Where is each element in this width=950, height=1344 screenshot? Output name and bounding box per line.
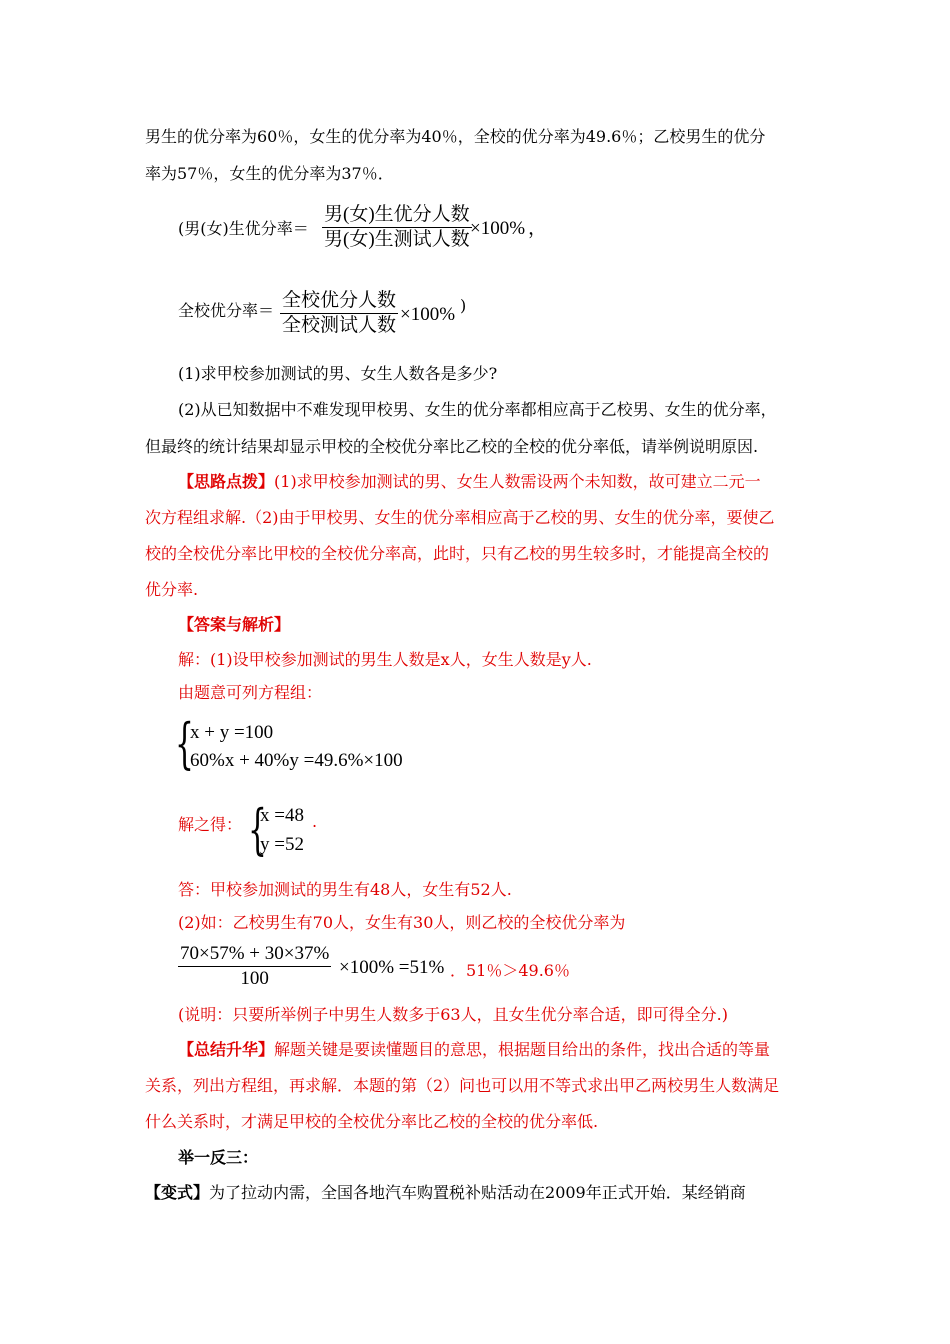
summary-line-2: 关系，列出方程组，再求解．本题的第（2）问也可以用不等式求出甲乙两校男生人数满足 [145,1076,780,1095]
formula-1-denominator: 男(女)生测试人数 [324,229,470,250]
formula-2-tail: ×100% [400,304,456,325]
result-period: . [312,812,318,831]
question-1: (1)求甲校参加测试的男、女生人数各是多少? [178,364,498,383]
formula-1-lead: (男(女)生优分率＝ [178,219,309,238]
answer-label: 【答案与解析】 [178,615,291,634]
question-2-line-2: 但最终的统计结果却显示甲校的全校优分率比乙校的全校的优分率低，请举例说明原因. [145,437,759,456]
example-denominator: 100 [240,968,269,989]
formula-1-fraction [322,203,472,252]
formula-2-fraction [280,289,398,338]
equation-brace: { [175,712,194,775]
variant-line [145,1182,746,1204]
intro-line-1: 男生的优分率为60％，女生的优分率为40％，全校的优分率为49.6％；乙校男生的优分 [145,127,766,146]
summary-label: 【总结升华】 [178,1040,275,1059]
formula-1-tail: ×100% [470,218,526,239]
hint-line-4: 优分率. [145,580,199,599]
equation-2: 60%x + 40%y =49.6%×100 [190,750,403,771]
variant-label: 【变式】 [145,1183,210,1202]
hint-line-2: 次方程组求解.（2)由于甲校男、女生的优分率相应高于乙校的男、女生的优分率，要使乙 [145,508,775,527]
result-brace: { [248,798,267,861]
example-numerator: 70×57% + 30×37% [178,942,331,967]
result-x: x =48 [260,805,304,826]
hint-line-1 [178,471,761,493]
practice-heading: 举一反三： [178,1148,259,1167]
answer-line-1: 答：甲校参加测试的男生有48人，女生有52人. [178,880,512,899]
note-line: (说明：只要所举例子中男生人数多于63人，且女生优分率合适，即可得全分.) [178,1005,728,1024]
formula-2-lead: 全校优分率＝ [178,301,275,320]
example-fraction [178,942,331,991]
hint-label: 【思路点拨】 [178,472,275,491]
hint-text-1: (1)求甲校参加测试的男、女生人数需设两个未知数，故可建立二元一 [274,472,761,491]
intro-line-2: 率为57％，女生的优分率为37％． [145,164,394,183]
answer-line-2: (2)如：乙校男生有70人，女生有30人，则乙校的全校优分率为 [178,913,626,932]
solution-line-1: 解：(1)设甲校参加测试的男生人数是x人，女生人数是y人. [178,650,592,669]
example-compare: ．51％＞49.6％ [450,961,570,980]
hint-line-3: 校的全校优分率比甲校的全校优分率高，此时，只有乙校的男生较多时，才能提高全校的 [145,544,770,563]
formula-2-close: ) [460,296,467,315]
summary-text-1: 解题关键是要读懂题目的意思，根据题目给出的条件，找出合适的等量 [274,1040,771,1059]
formula-2-numerator: 全校优分人数 [280,289,398,314]
formula-2-denominator: 全校测试人数 [282,315,397,336]
equation-1: x + y =100 [190,722,274,743]
summary-line-3: 什么关系时，才满足甲校的全校优分率比乙校的全校的优分率低. [145,1112,599,1131]
formula-1-numerator: 男(女)生优分人数 [322,203,472,228]
example-result: ×100% =51% [339,957,445,978]
result-y: y =52 [260,834,304,855]
solved-label: 解之得： [178,815,243,834]
summary-line-1 [178,1039,770,1061]
solution-line-2: 由题意可列方程组： [178,683,323,702]
question-2-line-1: (2)从已知数据中不难发现甲校男、女生的优分率都相应高于乙校男、女生的优分率， [178,400,777,419]
formula-1-comma: ， [528,218,548,239]
variant-text: 为了拉动内需，全国各地汽车购置税补贴活动在2009年正式开始．某经销商 [209,1183,746,1202]
